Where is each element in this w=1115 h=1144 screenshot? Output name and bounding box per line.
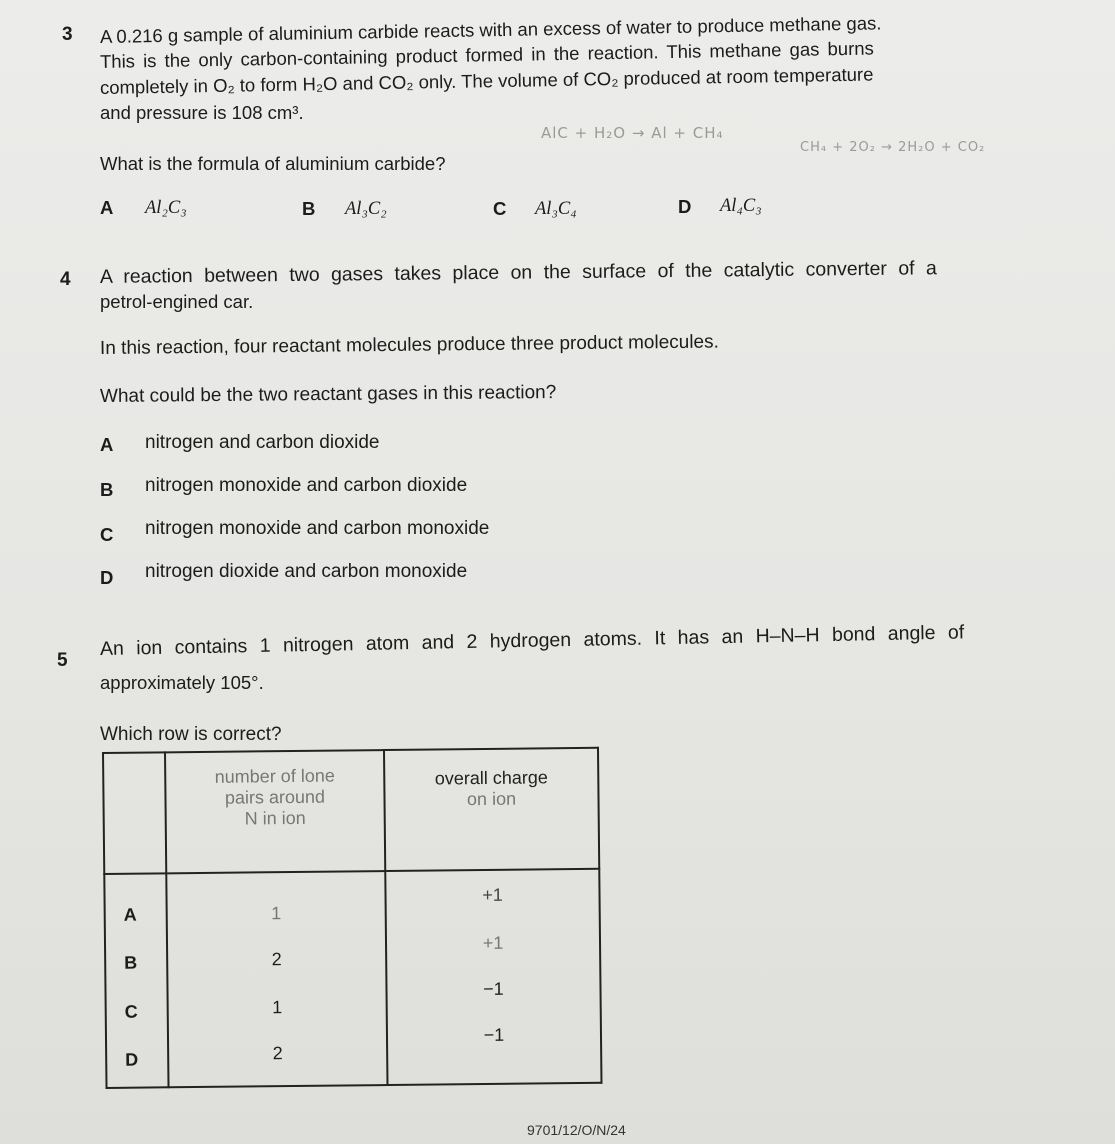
question-5-number: 5 bbox=[57, 650, 68, 671]
lone-pairs-a: 1 bbox=[271, 903, 282, 924]
q3-option-c-letter: C bbox=[493, 198, 507, 219]
table-body-row bbox=[104, 869, 601, 1088]
table-header-row bbox=[103, 748, 599, 874]
q4-option-d-letter: D bbox=[100, 567, 114, 588]
q3-line-3: completely in O₂ to form H₂O and CO₂ only. The volume of CO₂ produced at room temperature bbox=[99, 63, 874, 98]
q5-line-2: approximately 105°. bbox=[100, 672, 264, 693]
q3-option-a-letter: A bbox=[100, 197, 114, 218]
handwritten-note-1: AlC + H₂O → Al + CH₄ bbox=[541, 124, 724, 142]
q3-option-b-letter: B bbox=[302, 198, 316, 219]
lone-pairs-b: 2 bbox=[271, 949, 282, 970]
lone-pairs-d: 2 bbox=[272, 1043, 283, 1064]
charge-b: +1 bbox=[482, 932, 504, 954]
q3-question: What is the formula of aluminium carbide? bbox=[100, 153, 446, 174]
q3-option-d-letter: D bbox=[678, 196, 692, 217]
q4-question: What could be the two reactant gases in this reaction? bbox=[99, 382, 557, 407]
header-lone-pairs-line-3: N in ion bbox=[244, 807, 306, 829]
q4-option-c-text: nitrogen monoxide and carbon monoxide bbox=[145, 518, 490, 539]
q4-line-1: A reaction between two gases takes place on the surface of the catalytic converter of a bbox=[99, 257, 937, 288]
q3-option-c-formula: Al₃C₄ bbox=[535, 199, 577, 219]
row-label-c: C bbox=[124, 1001, 138, 1022]
header-charge-line-1: overall charge bbox=[434, 767, 548, 789]
q3-option-b-formula: Al₃C₂ bbox=[345, 199, 387, 219]
q4-option-b-text: nitrogen monoxide and carbon dioxide bbox=[145, 475, 468, 496]
header-charge-line-2: on ion bbox=[466, 788, 517, 810]
row-label-a: A bbox=[123, 904, 137, 925]
q4-option-b-letter: B bbox=[100, 479, 114, 500]
q4-option-a-text: nitrogen and carbon dioxide bbox=[145, 432, 380, 453]
q4-option-a-letter: A bbox=[100, 434, 114, 455]
question-4-number: 4 bbox=[60, 269, 71, 290]
q4-statement: In this reaction, four reactant molecules produce three product molecules. bbox=[99, 331, 719, 359]
q3-line-1: A 0.216 g sample of aluminium carbide reacts with an excess of water to produce methane gas. bbox=[99, 12, 882, 47]
row-label-b: B bbox=[124, 952, 138, 973]
charge-c: −1 bbox=[483, 978, 504, 1000]
question-3-number: 3 bbox=[62, 24, 73, 45]
q5-line-1: An ion contains 1 nitrogen atom and 2 hydrogen atoms. It has an H–N–H bond angle of bbox=[99, 621, 965, 660]
handwritten-note-2: CH₄ + 2O₂ → 2H₂O + CO₂ bbox=[800, 140, 986, 155]
header-lone-pairs-line-2: pairs around bbox=[224, 786, 326, 808]
lone-pairs-c: 1 bbox=[272, 997, 283, 1018]
q3-option-a-formula: Al₂C₃ bbox=[145, 198, 187, 218]
header-overall-charge bbox=[384, 748, 599, 871]
q4-option-d-text: nitrogen dioxide and carbon monoxide bbox=[145, 561, 468, 582]
q3-line-2: This is the only carbon-containing product formed in the reaction. This methane gas burns bbox=[99, 37, 874, 72]
q4-line-2: petrol-engined car. bbox=[100, 291, 254, 312]
q4-option-c-letter: C bbox=[100, 524, 114, 545]
charge-a: +1 bbox=[482, 884, 503, 906]
header-lone-pairs-line-1: number of lone bbox=[214, 765, 335, 787]
header-lone-pairs bbox=[165, 750, 385, 873]
q3-line-4: and pressure is 108 cm³. bbox=[100, 102, 304, 123]
charge-column bbox=[385, 869, 601, 1085]
row-labels-cell bbox=[104, 873, 168, 1088]
q3-option-d-formula: Al₄C₃ bbox=[720, 196, 762, 216]
answer-table bbox=[102, 747, 602, 1076]
lone-pairs-column bbox=[166, 871, 387, 1087]
q5-question: Which row is correct? bbox=[100, 724, 282, 745]
page-footer-code: 9701/12/O/N/24 bbox=[527, 1122, 626, 1138]
header-empty-cell bbox=[103, 752, 166, 874]
charge-d: −1 bbox=[483, 1024, 505, 1046]
row-label-d: D bbox=[125, 1049, 139, 1070]
